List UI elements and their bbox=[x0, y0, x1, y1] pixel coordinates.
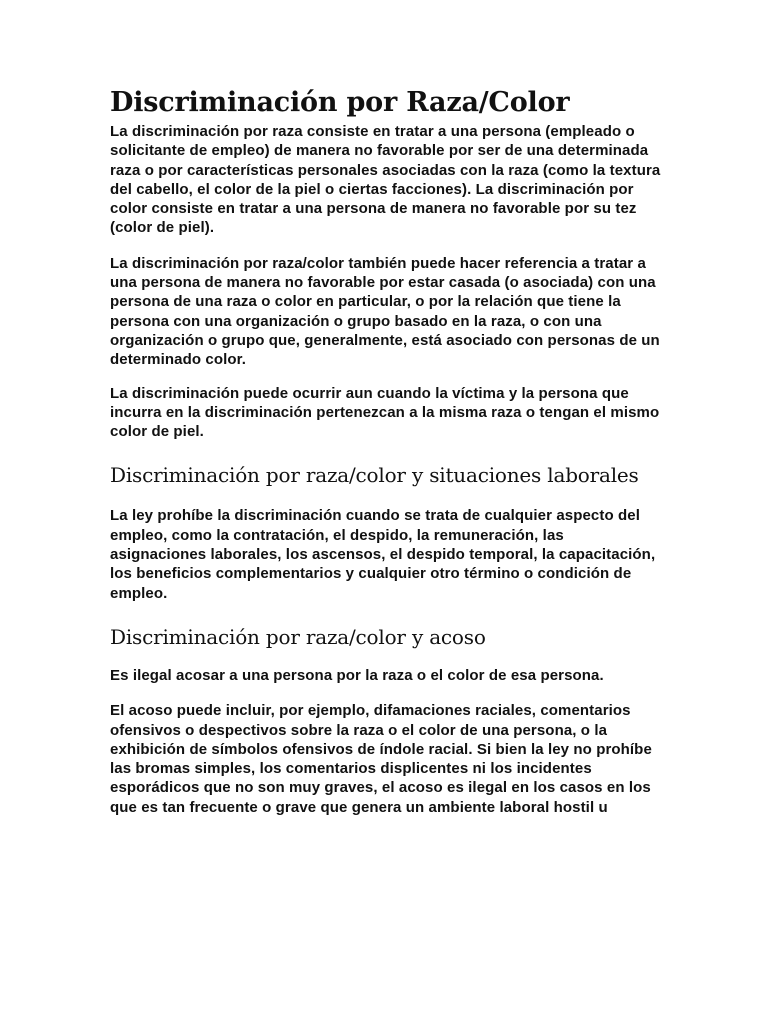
page-title: Discriminación por Raza/Color bbox=[110, 87, 570, 118]
section-heading-work-situations: Discriminación por raza/color y situaciones laborales bbox=[110, 463, 639, 488]
paragraph-harassment-examples: El acoso puede incluir, por ejemplo, difamaciones raciales, comentarios ofensivos o despectivos sobre la raza o el color de una persona, o la exhibición de símbolos ofensivos de índole racial. Si bien la ley no prohíbe las bromas simples, los comentarios displicentes ni los incidentes esporádicos que no son muy graves, el acoso es ilegal en los casos en los que es tan frecuente o grave que genera un ambiente laboral hostil u bbox=[110, 702, 652, 816]
paragraph-race-definition: La discriminación por raza consiste en tratar a una persona (empleado o solicitante de empleo) de manera no favorable por ser de una determinada raza o por características personales asociadas con la raza (como la textura del cabello, el color de la piel o ciertas facciones). La discriminación por color consiste en tratar a una persona de manera no favorable por su tez (color de piel). bbox=[110, 123, 661, 237]
document-page bbox=[110, 84, 662, 817]
paragraph-association: La discriminación por raza/color también puede hacer referencia a tratar a una persona de manera no favorable por estar casada (o asociada) con una persona de una raza o color en particular, o por la relación que tiene la persona con una organización o grupo basado en la raza, o con una organización o grupo que, generalmente, está asociado con personas de un determinado color. bbox=[110, 254, 660, 369]
paragraph-harassment-illegal: Es ilegal acosar a una persona por la raza o el color de esa persona. bbox=[110, 666, 604, 684]
paragraph-same-race: La discriminación puede ocurrir aun cuando la víctima y la persona que incurra en la discriminación pertenezcan a la misma raza o tengan el mismo color de piel. bbox=[110, 384, 660, 441]
section-heading-harassment: Discriminación por raza/color y acoso bbox=[110, 624, 486, 649]
paragraph-law-prohibits: La ley prohíbe la discriminación cuando se trata de cualquier aspecto del empleo, como la contratación, el despido, la remuneración, las asignaciones laborales, los ascensos, el despido temporal, la capacitación, los beneficios complementarios y cualquier otro término o condición de empleo. bbox=[110, 507, 656, 602]
